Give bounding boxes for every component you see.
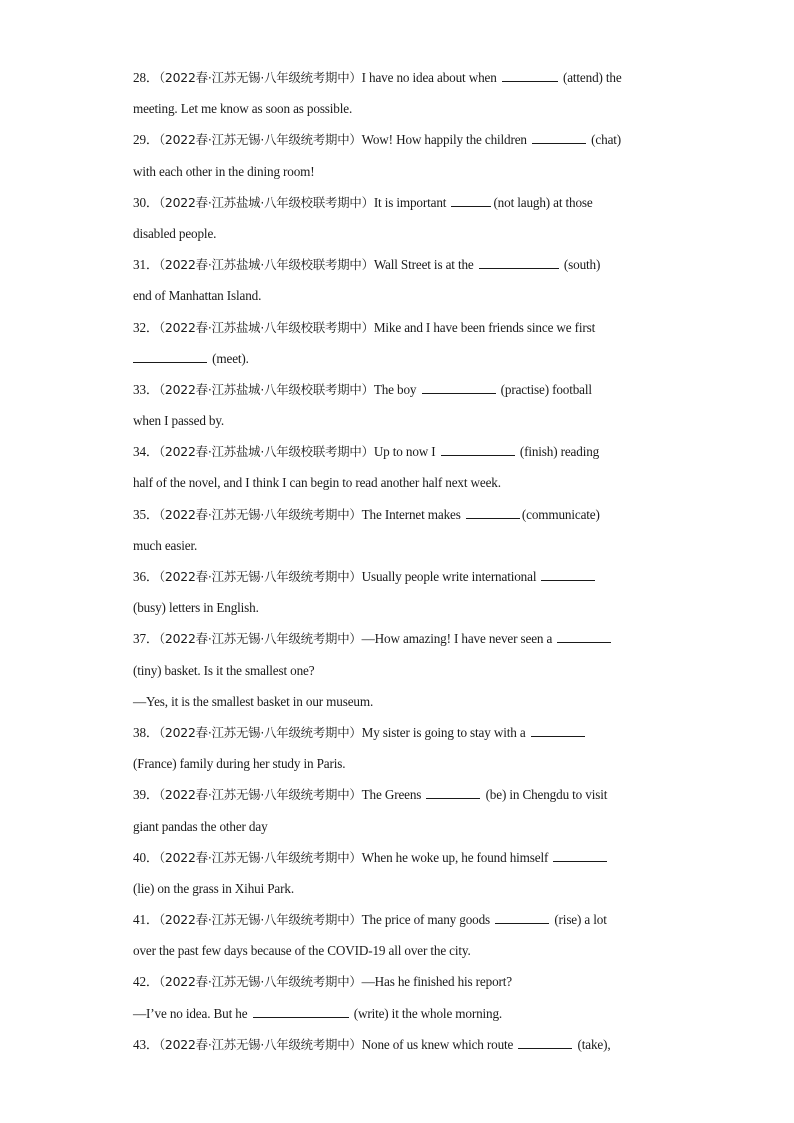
question-source: （2022春·江苏无锡·八年级统考期中） bbox=[158, 724, 362, 740]
question-text: None of us knew which route bbox=[361, 1036, 517, 1052]
question-37-line-3 bbox=[133, 686, 668, 717]
question-43-line-1 bbox=[133, 1029, 668, 1060]
question-number: 41． bbox=[133, 912, 159, 928]
question-text: end of Manhattan Island. bbox=[133, 288, 262, 304]
question-number: 28． bbox=[133, 70, 159, 85]
question-text: —I’ve no idea. But he bbox=[133, 1005, 251, 1021]
question-42-line-2 bbox=[133, 998, 668, 1029]
question-source: （2022春·江苏无锡·八年级统考期中） bbox=[158, 569, 362, 584]
question-39-line-1 bbox=[133, 779, 668, 810]
question-31-line-2 bbox=[133, 280, 668, 311]
question-text: —How amazing! I have never seen a bbox=[361, 631, 556, 647]
question-text: (communicate) bbox=[521, 506, 600, 522]
answer-blank bbox=[466, 506, 520, 519]
question-32-line-1 bbox=[133, 312, 668, 343]
answer-blank bbox=[532, 131, 586, 144]
question-number: 36． bbox=[133, 569, 159, 584]
question-36-line-1 bbox=[133, 561, 668, 592]
question-text: disabled people. bbox=[133, 225, 217, 241]
answer-blank bbox=[495, 911, 549, 924]
answer-blank bbox=[451, 194, 491, 207]
answer-blank bbox=[553, 849, 607, 862]
question-32-line-2 bbox=[133, 343, 668, 374]
question-text: (tiny) basket. Is it the smallest one? bbox=[133, 662, 315, 678]
question-39-line-2 bbox=[133, 811, 668, 842]
question-source: （2022春·江苏无锡·八年级统考期中） bbox=[158, 70, 362, 85]
question-text: (south) bbox=[560, 257, 601, 273]
question-text: (finish) reading bbox=[516, 444, 600, 460]
question-source: （2022春·江苏盐城·八年级校联考期中） bbox=[158, 381, 374, 397]
question-28-line-1 bbox=[133, 62, 668, 93]
question-text: The Internet makes bbox=[361, 506, 464, 522]
question-number: 34． bbox=[133, 444, 159, 460]
answer-blank bbox=[422, 381, 496, 394]
question-source: （2022春·江苏无锡·八年级统考期中） bbox=[158, 1036, 362, 1052]
question-text: (attend) the bbox=[559, 70, 622, 85]
question-source: （2022春·江苏盐城·八年级校联考期中） bbox=[158, 319, 374, 335]
question-number: 37． bbox=[133, 631, 159, 647]
answer-blank bbox=[502, 69, 558, 82]
question-source: （2022春·江苏盐城·八年级校联考期中） bbox=[158, 444, 374, 460]
question-text: Usually people write international bbox=[361, 569, 540, 584]
question-text: (be) in Chengdu to visit bbox=[482, 787, 608, 803]
answer-blank bbox=[541, 568, 595, 581]
question-number: 38． bbox=[133, 724, 159, 740]
question-number: 30． bbox=[133, 194, 159, 210]
question-text: I have no idea about when bbox=[361, 70, 500, 85]
question-37-line-1 bbox=[133, 623, 668, 654]
question-text: The boy bbox=[373, 381, 420, 397]
question-41-line-1 bbox=[133, 904, 668, 935]
question-list bbox=[133, 62, 668, 1060]
question-text: Wow! How happily the children bbox=[361, 132, 531, 148]
question-number: 43． bbox=[133, 1036, 159, 1052]
question-31-line-1 bbox=[133, 249, 668, 280]
question-28-line-2 bbox=[133, 93, 668, 124]
question-number: 33． bbox=[133, 381, 159, 397]
answer-blank bbox=[531, 724, 585, 737]
question-number: 32． bbox=[133, 319, 159, 335]
question-number: 39． bbox=[133, 787, 159, 803]
question-text: with each other in the dining room! bbox=[133, 163, 315, 179]
question-30-line-1 bbox=[133, 187, 668, 218]
question-text: The Greens bbox=[361, 787, 425, 803]
question-text: —Has he finished his report? bbox=[361, 974, 512, 990]
question-35-line-2 bbox=[133, 530, 668, 561]
answer-blank bbox=[479, 256, 559, 269]
question-text: (chat) bbox=[588, 132, 622, 148]
question-text: (busy) letters in English. bbox=[133, 600, 259, 616]
answer-blank bbox=[253, 1005, 349, 1018]
question-42-line-1 bbox=[133, 966, 668, 997]
answer-blank bbox=[557, 630, 611, 643]
question-33-line-2 bbox=[133, 405, 668, 436]
question-source: （2022春·江苏无锡·八年级统考期中） bbox=[158, 912, 362, 928]
question-text: It is important bbox=[373, 194, 450, 210]
answer-blank bbox=[518, 1036, 572, 1049]
question-29-line-2 bbox=[133, 156, 668, 187]
question-text: (France) family during her study in Paris. bbox=[133, 756, 346, 772]
question-33-line-1 bbox=[133, 374, 668, 405]
question-source: （2022春·江苏无锡·八年级统考期中） bbox=[158, 787, 362, 803]
question-source: （2022春·江苏无锡·八年级统考期中） bbox=[158, 132, 362, 148]
question-text: (write) it the whole morning. bbox=[350, 1005, 503, 1021]
question-text: (take), bbox=[574, 1036, 611, 1052]
answer-blank bbox=[441, 443, 515, 456]
answer-blank bbox=[426, 786, 480, 799]
question-34-line-1 bbox=[133, 436, 668, 467]
question-text: (lie) on the grass in Xihui Park. bbox=[133, 880, 294, 896]
question-source: （2022春·江苏无锡·八年级统考期中） bbox=[158, 631, 362, 647]
question-source: （2022春·江苏盐城·八年级校联考期中） bbox=[158, 257, 374, 273]
question-36-line-2 bbox=[133, 592, 668, 623]
question-text: When he woke up, he found himself bbox=[361, 849, 552, 865]
question-text: (not laugh) at those bbox=[493, 194, 593, 210]
question-41-line-2 bbox=[133, 935, 668, 966]
question-number: 31． bbox=[133, 257, 159, 273]
question-source: （2022春·江苏无锡·八年级统考期中） bbox=[158, 849, 362, 865]
question-29-line-1 bbox=[133, 124, 668, 155]
question-text: much easier. bbox=[133, 537, 198, 553]
question-text: (rise) a lot bbox=[551, 912, 607, 928]
question-text: when I passed by. bbox=[133, 413, 225, 429]
question-number: 29． bbox=[133, 132, 159, 148]
question-text: meeting. Let me know as soon as possible. bbox=[133, 101, 353, 117]
question-text: over the past few days because of the COVID-19 all over the city. bbox=[133, 943, 471, 959]
question-40-line-2 bbox=[133, 873, 668, 904]
question-text: half of the novel, and I think I can begin to read another half next week. bbox=[133, 475, 501, 491]
question-number: 40． bbox=[133, 849, 159, 865]
question-35-line-1 bbox=[133, 499, 668, 530]
question-text: Up to now I bbox=[373, 444, 439, 460]
question-34-line-2 bbox=[133, 467, 668, 498]
question-38-line-1 bbox=[133, 717, 668, 748]
question-37-line-2 bbox=[133, 655, 668, 686]
question-40-line-1 bbox=[133, 842, 668, 873]
question-source: （2022春·江苏盐城·八年级校联考期中） bbox=[158, 194, 374, 210]
question-text: Mike and I have been friends since we first bbox=[373, 319, 596, 335]
question-38-line-2 bbox=[133, 748, 668, 779]
question-text: giant pandas the other day bbox=[133, 818, 268, 834]
question-text: (practise) football bbox=[497, 381, 592, 397]
question-text: Wall Street is at the bbox=[373, 257, 477, 273]
question-number: 35． bbox=[133, 506, 159, 522]
question-source: （2022春·江苏无锡·八年级统考期中） bbox=[158, 506, 362, 522]
answer-blank bbox=[133, 350, 207, 363]
question-text: The price of many goods bbox=[361, 912, 494, 928]
question-number: 42． bbox=[133, 974, 159, 990]
question-text: —Yes, it is the smallest basket in our museum. bbox=[133, 693, 374, 709]
question-source: （2022春·江苏无锡·八年级统考期中） bbox=[158, 974, 362, 990]
question-text: (meet). bbox=[209, 350, 249, 366]
question-30-line-2 bbox=[133, 218, 668, 249]
question-text: My sister is going to stay with a bbox=[361, 724, 529, 740]
